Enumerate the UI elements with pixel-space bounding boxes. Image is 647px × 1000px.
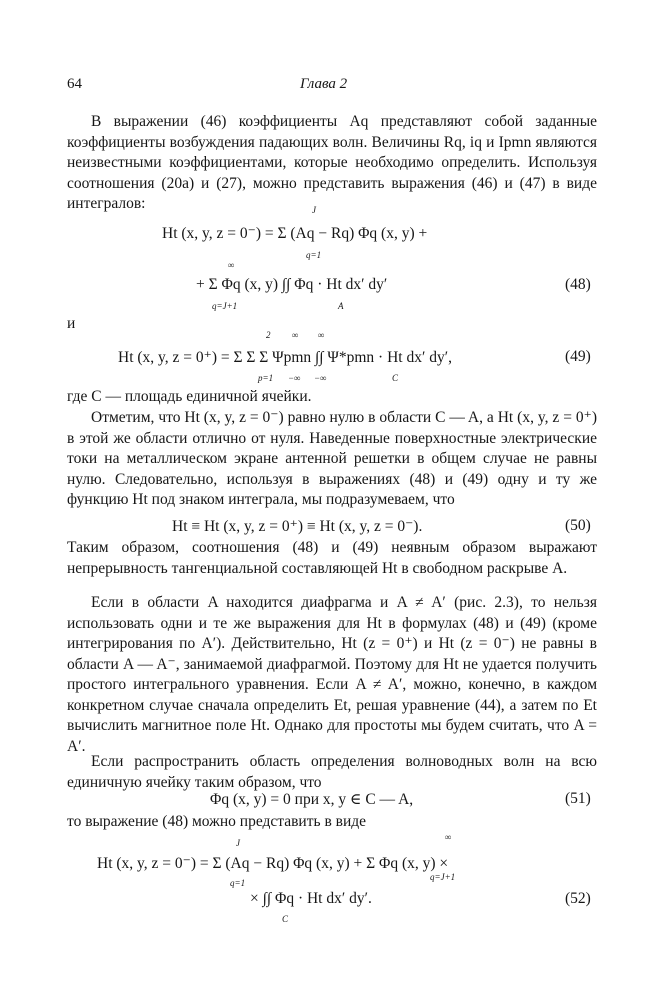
equation-49: Ht (x, y, z = 0⁺) = Σ Σ Σ Ψpmn ∫∫ Ψ*pmn · Ht dx′ dy′, <box>118 349 452 366</box>
word-and: и <box>67 315 76 332</box>
paragraph-then: то выражение (48) можно представить в виде <box>67 813 367 830</box>
equation-50: Ht ≡ Ht (x, y, z = 0⁺) ≡ Ht (x, y, z = 0⁻). <box>172 518 423 535</box>
book-page: 64 Глава 2 В выражении (46) коэффициенты Aq представляют собой заданные коэффициенты возбуждения падающих волн. Величины Rq, iq и Ipmn являются неизвестными коэффициентами, которые необходимо определить. Используя соотношения (20а) и (27), можно представить выражения (46) и (47) в виде интегралов: J Ht (x, y, z = 0⁻) = Σ (Aq − Rq) Φq (x, y) + q=1 ∞ + Σ Φq (x, y) ∫∫ Φq · Ht dx′ dy′ q=J+1 A (48) и 2 ∞ ∞ Ht (x, y, z = 0⁺) = Σ Σ Σ Ψpmn ∫∫ Ψ*pmn · Ht dx′ dy′, p=1 −∞ −∞ C (49) где C — площадь единичной ячейки. Отметим, что Ht (x, y, z = 0⁻) равно нулю в области C — A, а Ht (x, y, z = 0⁺) в этой же области отлично от нуля. Наведенные поверхностные электрические токи на металлическом экране антенной решетки в общем случае не равны нулю. Следовательно, используя в выражениях (48) и (49) одну и ту же функцию Ht под знаком интеграла, мы подразумеваем, что Ht ≡ Ht (x, y, z = 0⁺) ≡ Ht (x, y, z = 0⁻). (50) Таким образом, соотношения (48) и (49) неявным образом выражают непрерывность тангенциальной составляющей Ht в свободном раскрыве A. Если в области A находится диафрагма и A ≠ A′ (рис. 2.3), то нельзя использовать одни и те же выражения для Ht в формулах (48) и (49) (кроме интегрирования по A′). Действительно, Ht (z = 0⁺) и Ht (z = 0⁻) не равны в области A — A⁻, занимаемой диафрагмой. Поэтому для Ht не удается получить простого интегрального уравнения. Если A ≠ A′, можно, конечно, в каждом конкретном случае сначала определить Et, решая уравнение (44), а затем по Et вычислить магнитное поле Ht. Однако для простоты мы будем считать, что A = A′. Если распространить область определения волноводных волн на всю единичную ячейку таким образом, что Φq (x, y) = 0 при x, y ∈ C — A, (51) то выражение (48) можно представить в виде J ∞ Ht (x, y, z = 0⁻) = Σ (Aq − Rq) Φq (x, y) + Σ Φq (x, y) × q=1 q=J+1 × ∫∫ Φq · Ht dx′ dy′. C (52) <box>67 76 597 924</box>
page-number: 64 <box>67 76 82 92</box>
paragraph-extension: Если распространить область определения волноводных волн на всю единичную ячейку таким образом, что <box>67 753 597 791</box>
equation-51-number: (51) <box>565 790 591 807</box>
paragraph-remark: Отметим, что Ht (x, y, z = 0⁻) равно нулю в области C — A, а Ht (x, y, z = 0⁺) в этой же области отлично от нуля. Наведенные поверхностные электрические токи на металлическом экране антенной решетки в общем случае не равны нулю. Следовательно, используя в выражениях (48) и (49) одну и ту же функцию Ht под знаком интеграла, мы подразумеваем, что <box>67 409 597 508</box>
equation-50-number: (50) <box>565 517 591 534</box>
equation-52-number: (52) <box>565 890 591 907</box>
chapter-title: Глава 2 <box>300 76 348 92</box>
equation-48-number: (48) <box>565 276 591 293</box>
equation-52-line2: × ∫∫ Φq · Ht dx′ dy′. <box>250 890 372 907</box>
equation-52-line1: Ht (x, y, z = 0⁻) = Σ (Aq − Rq) Φq (x, y) + Σ Φq (x, y) × <box>97 855 449 872</box>
equation-51: Φq (x, y) = 0 при x, y ∈ C — A, <box>210 791 414 808</box>
paragraph-area: где C — площадь единичной ячейки. <box>67 388 312 405</box>
paragraph-diaphragm: Если в области A находится диафрагма и A ≠ A′ (рис. 2.3), то нельзя использовать одни и те же выражения для Ht в формулах (48) и (49) (кроме интегрирования по A′). Действительно, Ht (z = 0⁺) и Ht (z = 0⁻) не равны в области A — A⁻, занимаемой диафрагмой. Поэтому для Ht не удается получить простого интегрального уравнения. Если A ≠ A′, можно, конечно, в каждом конкретном случае сначала определить Et, решая уравнение (44), а затем по Et вычислить магнитное поле Ht. Однако для простоты мы будем считать, что A = A′. <box>67 594 597 755</box>
equation-49-number: (49) <box>565 348 591 365</box>
paragraph-intro: В выражении (46) коэффициенты Aq представляют собой заданные коэффициенты возбуждения падающих волн. Величины Rq, iq и Ipmn являются неизвестными коэффициентами, которые необходимо определить. Используя соотношения (20а) и (27), можно представить выражения (46) и (47) в виде интегралов: <box>67 113 597 212</box>
equation-48-line2: + Σ Φq (x, y) ∫∫ Φq · Ht dx′ dy′ <box>196 276 388 293</box>
paragraph-continuity: Таким образом, соотношения (48) и (49) неявным образом выражают непрерывность тангенциальной составляющей Ht в свободном раскрыве A. <box>67 539 597 577</box>
equation-48-line1: Ht (x, y, z = 0⁻) = Σ (Aq − Rq) Φq (x, y) + <box>162 225 428 242</box>
